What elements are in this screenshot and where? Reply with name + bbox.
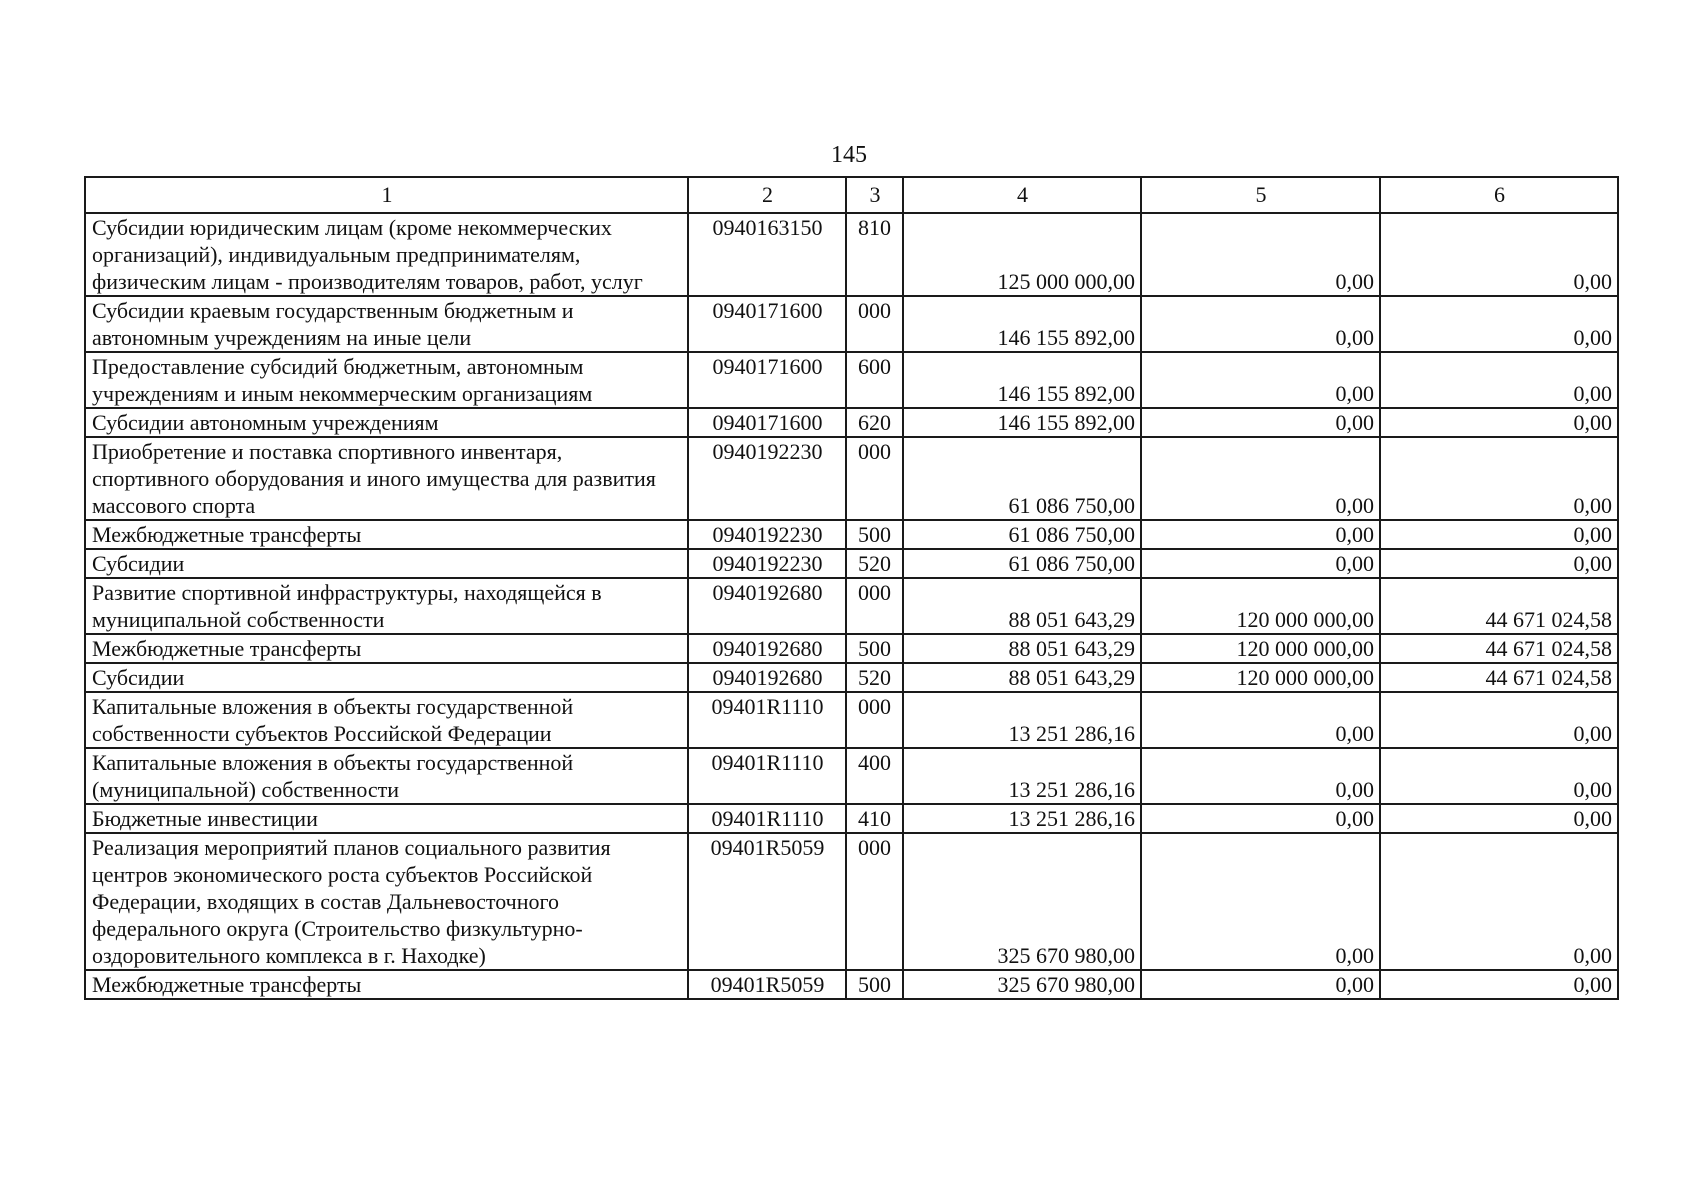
expense-name: Капитальные вложения в объекты государственной собственности субъектов Российской Федерации [85, 692, 688, 748]
amount-col-6: 0,00 [1380, 748, 1618, 804]
amount-col-6: 0,00 [1380, 437, 1618, 520]
expense-name: Субсидии юридическим лицам (кроме некоммерческих организаций), индивидуальным предпринимателям, физическим лицам - производителям товаров, работ, услуг [85, 213, 688, 296]
target-article-code: 09401R5059 [688, 833, 846, 970]
expense-type-code: 410 [846, 804, 903, 833]
amount-col-5: 0,00 [1141, 352, 1380, 408]
expense-type-code: 000 [846, 692, 903, 748]
column-header-3: 3 [846, 177, 903, 213]
table-row [85, 213, 1618, 296]
target-article-code: 0940171600 [688, 408, 846, 437]
amount-col-6: 0,00 [1380, 213, 1618, 296]
amount-col-4: 88 051 643,29 [903, 663, 1141, 692]
amount-col-5: 120 000 000,00 [1141, 578, 1380, 634]
expense-name: Субсидии [85, 549, 688, 578]
amount-col-6: 44 671 024,58 [1380, 663, 1618, 692]
amount-col-5: 0,00 [1141, 970, 1380, 999]
table-row [85, 663, 1618, 692]
amount-col-5: 0,00 [1141, 213, 1380, 296]
target-article-code: 0940171600 [688, 352, 846, 408]
table-row [85, 408, 1618, 437]
expense-name: Капитальные вложения в объекты государственной (муниципальной) собственности [85, 748, 688, 804]
amount-col-4: 13 251 286,16 [903, 692, 1141, 748]
amount-col-6: 0,00 [1380, 833, 1618, 970]
column-header-2: 2 [688, 177, 846, 213]
amount-col-6: 0,00 [1380, 296, 1618, 352]
column-number-row [85, 177, 1618, 213]
amount-col-4: 146 155 892,00 [903, 296, 1141, 352]
target-article-code: 0940192680 [688, 634, 846, 663]
amount-col-4: 146 155 892,00 [903, 352, 1141, 408]
target-article-code: 09401R1110 [688, 692, 846, 748]
table-row [85, 549, 1618, 578]
target-article-code: 09401R5059 [688, 970, 846, 999]
target-article-code: 0940163150 [688, 213, 846, 296]
page-number: 145 [831, 142, 867, 168]
table-row [85, 520, 1618, 549]
amount-col-6: 0,00 [1380, 408, 1618, 437]
table-row [85, 352, 1618, 408]
expense-name: Субсидии автономным учреждениям [85, 408, 688, 437]
column-header-1: 1 [85, 177, 688, 213]
amount-col-4: 13 251 286,16 [903, 804, 1141, 833]
expense-name: Бюджетные инвестиции [85, 804, 688, 833]
expense-type-code: 000 [846, 437, 903, 520]
expense-type-code: 500 [846, 520, 903, 549]
amount-col-5: 0,00 [1141, 748, 1380, 804]
amount-col-5: 0,00 [1141, 437, 1380, 520]
expense-name: Развитие спортивной инфраструктуры, находящейся в муниципальной собственности [85, 578, 688, 634]
amount-col-6: 0,00 [1380, 549, 1618, 578]
amount-col-5: 0,00 [1141, 833, 1380, 970]
expense-name: Межбюджетные трансферты [85, 970, 688, 999]
amount-col-5: 120 000 000,00 [1141, 663, 1380, 692]
expense-type-code: 520 [846, 549, 903, 578]
expense-type-code: 620 [846, 408, 903, 437]
target-article-code: 0940192680 [688, 663, 846, 692]
amount-col-5: 0,00 [1141, 520, 1380, 549]
amount-col-6: 0,00 [1380, 520, 1618, 549]
table-row [85, 634, 1618, 663]
expense-name: Субсидии краевым государственным бюджетным и автономным учреждениям на иные цели [85, 296, 688, 352]
target-article-code: 0940192230 [688, 520, 846, 549]
amount-col-6: 44 671 024,58 [1380, 634, 1618, 663]
amount-col-4: 88 051 643,29 [903, 578, 1141, 634]
expense-name: Приобретение и поставка спортивного инвентаря, спортивного оборудования и иного имущества для развития массового спорта [85, 437, 688, 520]
target-article-code: 09401R1110 [688, 804, 846, 833]
amount-col-6: 44 671 024,58 [1380, 578, 1618, 634]
table-row [85, 970, 1618, 999]
amount-col-4: 325 670 980,00 [903, 833, 1141, 970]
expense-name: Реализация мероприятий планов социального развития центров экономического роста субъектов Российской Федерации, входящих в состав Дальневосточного федерального округа (Строительство физкультурно-оздоровительного комплекса в г. Находке) [85, 833, 688, 970]
amount-col-4: 88 051 643,29 [903, 634, 1141, 663]
amount-col-5: 0,00 [1141, 296, 1380, 352]
amount-col-4: 13 251 286,16 [903, 748, 1141, 804]
amount-col-6: 0,00 [1380, 804, 1618, 833]
column-header-4: 4 [903, 177, 1141, 213]
expense-name: Предоставление субсидий бюджетным, автономным учреждениям и иным некоммерческим организациям [85, 352, 688, 408]
table-row [85, 748, 1618, 804]
table-row [85, 578, 1618, 634]
amount-col-5: 120 000 000,00 [1141, 634, 1380, 663]
amount-col-5: 0,00 [1141, 804, 1380, 833]
column-header-5: 5 [1141, 177, 1380, 213]
target-article-code: 0940171600 [688, 296, 846, 352]
expense-name: Межбюджетные трансферты [85, 634, 688, 663]
expense-type-code: 810 [846, 213, 903, 296]
expense-type-code: 600 [846, 352, 903, 408]
amount-col-4: 61 086 750,00 [903, 520, 1141, 549]
expense-type-code: 500 [846, 634, 903, 663]
amount-col-4: 125 000 000,00 [903, 213, 1141, 296]
expense-type-code: 000 [846, 578, 903, 634]
table-row [85, 692, 1618, 748]
table-row [85, 833, 1618, 970]
expense-type-code: 400 [846, 748, 903, 804]
amount-col-6: 0,00 [1380, 352, 1618, 408]
table-row [85, 804, 1618, 833]
amount-col-4: 61 086 750,00 [903, 437, 1141, 520]
expense-name: Субсидии [85, 663, 688, 692]
table-row [85, 296, 1618, 352]
expense-name: Межбюджетные трансферты [85, 520, 688, 549]
amount-col-6: 0,00 [1380, 970, 1618, 999]
column-header-6: 6 [1380, 177, 1618, 213]
amount-col-5: 0,00 [1141, 408, 1380, 437]
amount-col-4: 61 086 750,00 [903, 549, 1141, 578]
expense-type-code: 500 [846, 970, 903, 999]
target-article-code: 0940192230 [688, 437, 846, 520]
target-article-code: 0940192230 [688, 549, 846, 578]
table-row [85, 437, 1618, 520]
amount-col-6: 0,00 [1380, 692, 1618, 748]
amount-col-5: 0,00 [1141, 692, 1380, 748]
amount-col-5: 0,00 [1141, 549, 1380, 578]
expense-type-code: 520 [846, 663, 903, 692]
expense-type-code: 000 [846, 296, 903, 352]
budget-table [84, 176, 1619, 1000]
target-article-code: 09401R1110 [688, 748, 846, 804]
amount-col-4: 146 155 892,00 [903, 408, 1141, 437]
expense-type-code: 000 [846, 833, 903, 970]
amount-col-4: 325 670 980,00 [903, 970, 1141, 999]
target-article-code: 0940192680 [688, 578, 846, 634]
